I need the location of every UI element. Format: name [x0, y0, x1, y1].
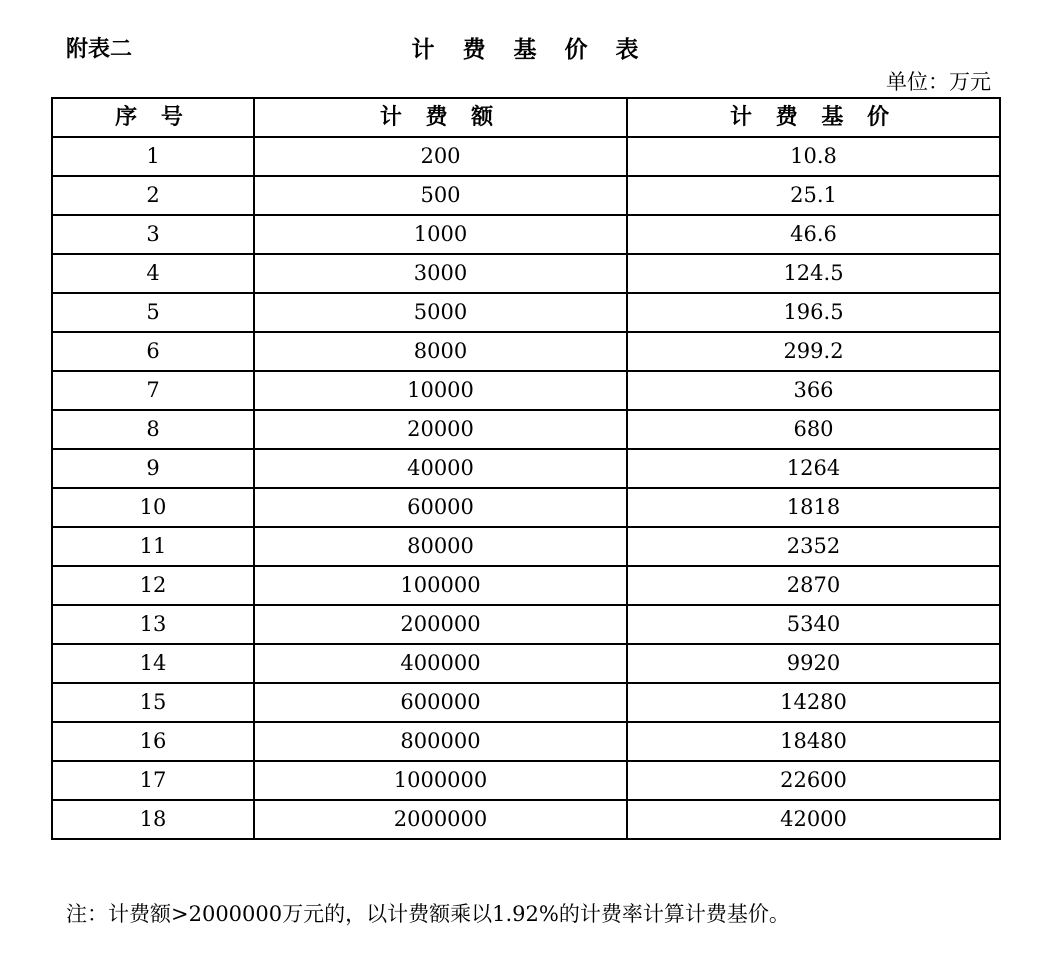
table-row — [52, 254, 1000, 293]
table-row — [52, 410, 1000, 449]
cell-index: 8 — [52, 410, 254, 449]
cell-fee-amount: 100000 — [254, 566, 627, 605]
cell-fee-amount: 600000 — [254, 683, 627, 722]
table-row — [52, 215, 1000, 254]
cell-base-price: 46.6 — [627, 215, 1000, 254]
table-row — [52, 488, 1000, 527]
cell-base-price: 2352 — [627, 527, 1000, 566]
cell-fee-amount: 60000 — [254, 488, 627, 527]
cell-base-price: 22600 — [627, 761, 1000, 800]
cell-index: 16 — [52, 722, 254, 761]
table-row — [52, 683, 1000, 722]
cell-fee-amount: 200 — [254, 137, 627, 176]
cell-index: 4 — [52, 254, 254, 293]
table-row — [52, 761, 1000, 800]
appendix-label: 附表二 — [66, 37, 133, 62]
cell-fee-amount: 400000 — [254, 644, 627, 683]
column-header-index: 序 号 — [52, 98, 254, 137]
table-row — [52, 527, 1000, 566]
table-header-row — [52, 98, 1000, 137]
cell-index: 11 — [52, 527, 254, 566]
cell-fee-amount: 5000 — [254, 293, 627, 332]
cell-base-price: 42000 — [627, 800, 1000, 839]
table-row — [52, 566, 1000, 605]
cell-fee-amount: 200000 — [254, 605, 627, 644]
footnote: 注：计费额>2000000万元的，以计费额乘以1.92%的计费率计算计费基价。 — [66, 902, 790, 926]
column-header-base-price: 计 费 基 价 — [627, 98, 1000, 137]
cell-base-price: 5340 — [627, 605, 1000, 644]
cell-base-price: 10.8 — [627, 137, 1000, 176]
cell-fee-amount: 2000000 — [254, 800, 627, 839]
table-row — [52, 176, 1000, 215]
cell-fee-amount: 20000 — [254, 410, 627, 449]
cell-base-price: 1818 — [627, 488, 1000, 527]
table-row — [52, 722, 1000, 761]
cell-base-price: 680 — [627, 410, 1000, 449]
cell-base-price: 1264 — [627, 449, 1000, 488]
cell-index: 2 — [52, 176, 254, 215]
page-title: 计 费 基 价 表 — [411, 37, 649, 63]
cell-index: 12 — [52, 566, 254, 605]
cell-index: 17 — [52, 761, 254, 800]
table-row — [52, 371, 1000, 410]
cell-base-price: 9920 — [627, 644, 1000, 683]
cell-fee-amount: 10000 — [254, 371, 627, 410]
cell-index: 9 — [52, 449, 254, 488]
cell-base-price: 299.2 — [627, 332, 1000, 371]
table-row — [52, 332, 1000, 371]
cell-index: 13 — [52, 605, 254, 644]
table-row — [52, 449, 1000, 488]
table-row — [52, 644, 1000, 683]
cell-base-price: 14280 — [627, 683, 1000, 722]
cell-fee-amount: 1000000 — [254, 761, 627, 800]
cell-index: 7 — [52, 371, 254, 410]
table-row — [52, 800, 1000, 839]
cell-index: 18 — [52, 800, 254, 839]
cell-fee-amount: 40000 — [254, 449, 627, 488]
cell-fee-amount: 8000 — [254, 332, 627, 371]
cell-index: 14 — [52, 644, 254, 683]
cell-fee-amount: 800000 — [254, 722, 627, 761]
cell-index: 5 — [52, 293, 254, 332]
cell-index: 6 — [52, 332, 254, 371]
cell-base-price: 366 — [627, 371, 1000, 410]
table-body — [52, 137, 1000, 839]
fee-base-price-table — [51, 97, 1001, 840]
cell-index: 10 — [52, 488, 254, 527]
cell-fee-amount: 80000 — [254, 527, 627, 566]
cell-fee-amount: 1000 — [254, 215, 627, 254]
cell-index: 3 — [52, 215, 254, 254]
cell-base-price: 196.5 — [627, 293, 1000, 332]
cell-fee-amount: 3000 — [254, 254, 627, 293]
cell-index: 1 — [52, 137, 254, 176]
table-row — [52, 605, 1000, 644]
cell-base-price: 18480 — [627, 722, 1000, 761]
cell-base-price: 124.5 — [627, 254, 1000, 293]
cell-base-price: 2870 — [627, 566, 1000, 605]
cell-base-price: 25.1 — [627, 176, 1000, 215]
unit-label: 单位：万元 — [886, 70, 991, 94]
column-header-fee-amount: 计 费 额 — [254, 98, 627, 137]
table-row — [52, 137, 1000, 176]
table-row — [52, 293, 1000, 332]
cell-fee-amount: 500 — [254, 176, 627, 215]
cell-index: 15 — [52, 683, 254, 722]
